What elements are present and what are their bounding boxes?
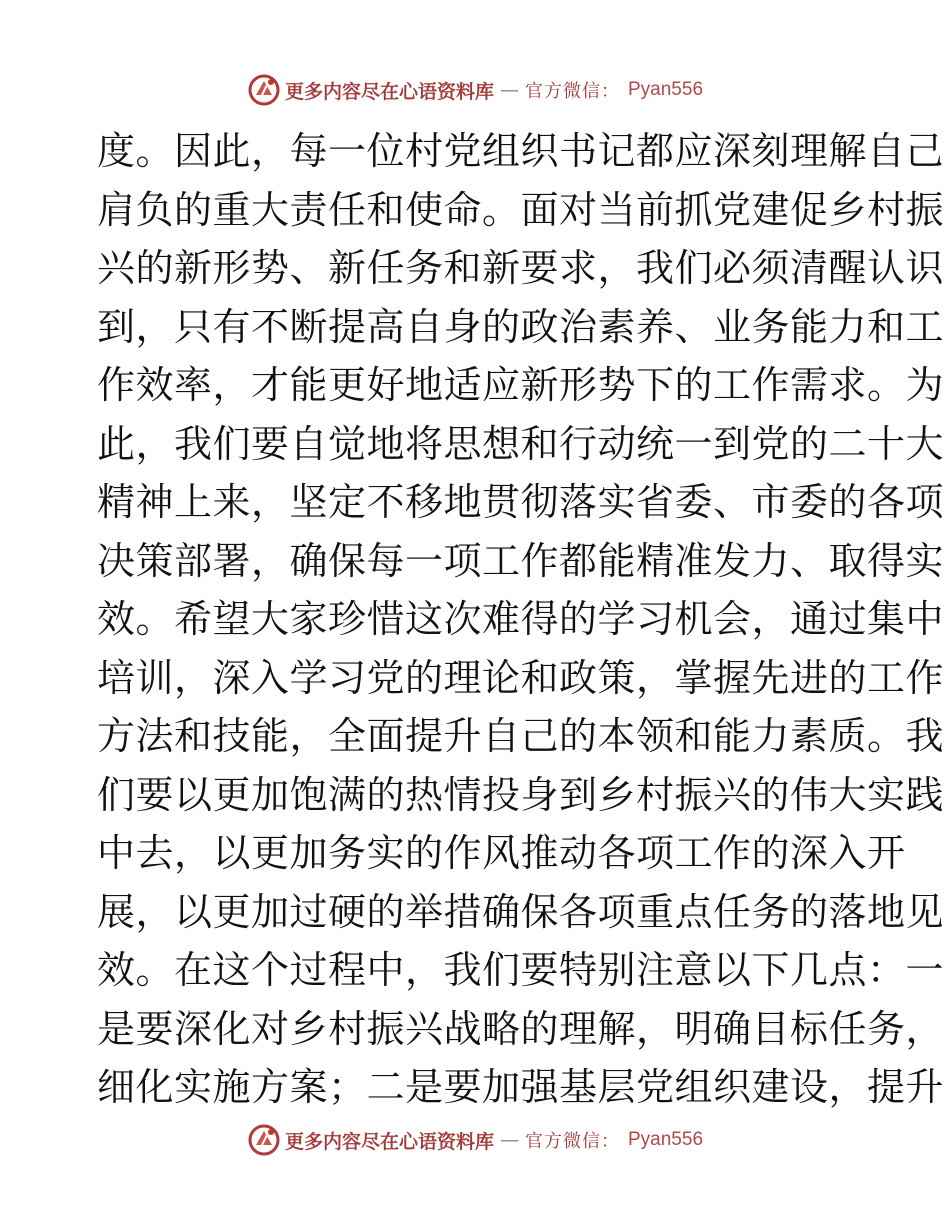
watermark-separator: — [500, 79, 519, 101]
text-line: 培训，深入学习党的理论和政策，掌握先进的工作 [97, 655, 945, 700]
text-line: 效。在这个过程中，我们要特别注意以下几点：一 [97, 948, 945, 992]
watermark-wechat-id: Pyan556 [628, 79, 704, 100]
footer-watermark [0, 1120, 950, 1160]
text-line: 决策部署，确保每一项工作都能精准发力、取得实 [97, 538, 945, 583]
text-line: 展，以更加过硬的举措确保各项重点任务的落地见 [97, 889, 945, 934]
text-line: 方法和技能，全面提升自己的本领和能力素质。我 [97, 714, 945, 758]
watermark-site-text: 更多内容尽在心语资料库 [284, 1130, 494, 1153]
text-line: 效。希望大家珍惜这次难得的学习机会，通过集中 [97, 597, 945, 641]
text-line: 细化实施方案；二是要加强基层党组织建设，提升 [97, 1065, 945, 1109]
header-watermark [0, 70, 950, 110]
watermark-wechat-id: Pyan556 [628, 1129, 704, 1150]
book-logo-icon [247, 1123, 281, 1157]
text-line: 度。因此，每一位村党组织书记都应深刻理解自己 [97, 129, 945, 173]
book-logo-icon [247, 73, 281, 107]
text-line: 们要以更加饱满的热情投身到乡村振兴的伟大实践 [97, 772, 945, 817]
text-line: 兴的新形势、新任务和新要求，我们必须清醒认识 [97, 246, 945, 290]
document-body [97, 122, 945, 1117]
watermark-site-text: 更多内容尽在心语资料库 [284, 80, 494, 103]
watermark-separator: — [500, 1129, 519, 1151]
text-line: 是要深化对乡村振兴战略的理解，明确目标任务， [97, 1006, 945, 1051]
watermark-wechat-label: 官方微信： [525, 1131, 620, 1152]
text-line: 中去，以更加务实的作风推动各项工作的深入开 [97, 831, 906, 875]
watermark-wechat-label: 官方微信： [525, 81, 620, 102]
text-line: 此，我们要自觉地将思想和行动统一到党的二十大 [97, 421, 945, 466]
text-line: 精神上来，坚定不移地贯彻落实省委、市委的各项 [97, 480, 945, 524]
text-line: 作效率，才能更好地适应新形势下的工作需求。为 [97, 363, 945, 407]
text-line: 肩负的重大责任和使命。面对当前抓党建促乡村振 [97, 187, 945, 232]
text-line: 到，只有不断提高自身的政治素养、业务能力和工 [97, 304, 945, 349]
